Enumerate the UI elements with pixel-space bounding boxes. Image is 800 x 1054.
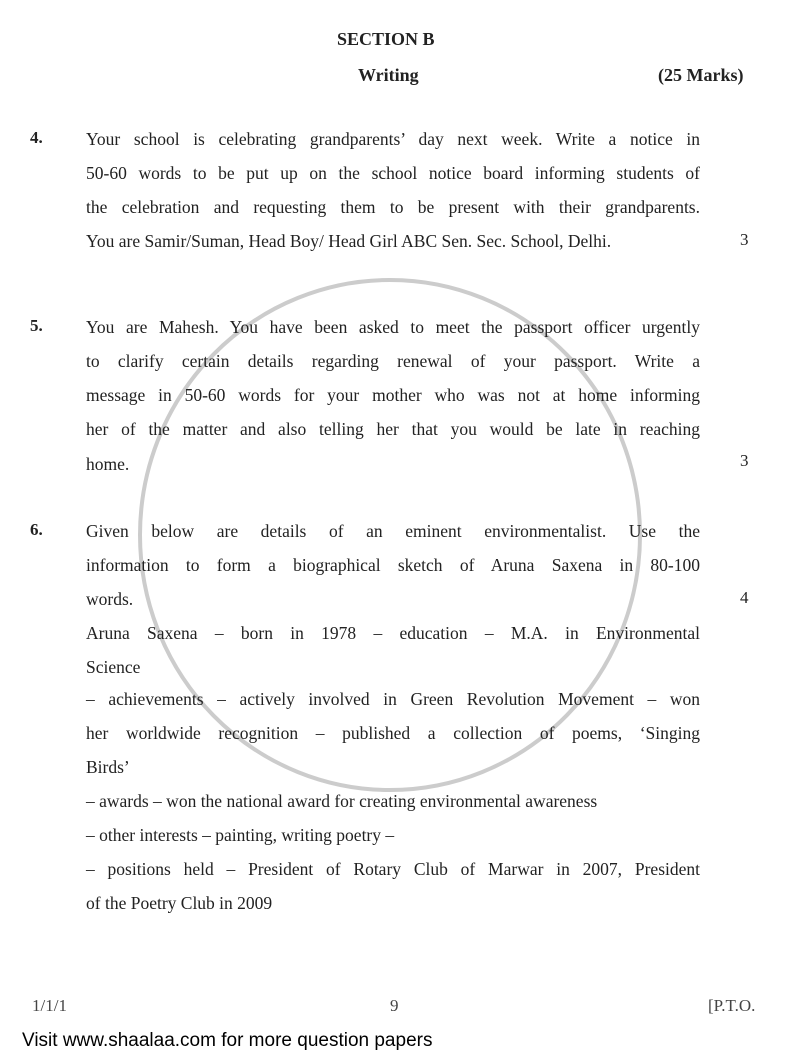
question-number: 6. <box>30 520 43 539</box>
question-number: 5. <box>30 316 43 335</box>
question-number: 4. <box>30 128 43 147</box>
pto-label: [P.T.O. <box>708 996 756 1015</box>
question-text-line: her of the matter and also telling her that you would be late in reaching <box>86 419 700 439</box>
question-text-line: words. <box>86 589 134 609</box>
section-subtitle: Writing <box>358 65 419 85</box>
question-marks: 3 <box>740 451 749 470</box>
question-text-line: – other interests – painting, writing poetry – <box>86 825 395 845</box>
question-text-line: – awards – won the national award for creating environmental awareness <box>86 791 598 811</box>
question-text-line: information to form a biographical sketch of Aruna Saxena in 80-100 <box>86 555 700 575</box>
question-text-line: 50-60 words to be put up on the school notice board informing students of <box>86 163 700 183</box>
question-text-line: Your school is celebrating grandparents’ day next week. Write a notice in <box>86 129 700 149</box>
question-text-line: Given below are details of an eminent environmentalist. Use the <box>86 521 700 541</box>
question-marks: 3 <box>740 230 749 249</box>
page-number: 9 <box>390 996 399 1015</box>
question-text-line: You are Samir/Suman, Head Boy/ Head Girl ABC Sen. Sec. School, Delhi. <box>86 231 612 251</box>
question-text-line: to clarify certain details regarding renewal of your passport. Write a <box>86 351 700 371</box>
question-text-line: – positions held – President of Rotary Club of Marwar in 2007, President <box>86 859 700 879</box>
question-text-line: You are Mahesh. You have been asked to meet the passport officer urgently <box>86 317 700 337</box>
section-marks: (25 Marks) <box>658 65 744 85</box>
question-text-line: Aruna Saxena – born in 1978 – education – M.A. in Environmental <box>86 623 700 643</box>
question-text-line: Science <box>86 657 141 677</box>
question-text-line: home. <box>86 454 130 474</box>
question-marks: 4 <box>740 588 749 607</box>
question-text-line: her worldwide recognition – published a collection of poems, ‘Singing <box>86 723 700 743</box>
question-text-line: of the Poetry Club in 2009 <box>86 893 273 913</box>
question-text-line: message in 50-60 words for your mother who was not at home informing <box>86 385 700 405</box>
question-text-line: Birds’ <box>86 757 130 777</box>
question-text-line: the celebration and requesting them to be present with their grandparents. <box>86 197 700 217</box>
paper-code: 1/1/1 <box>32 996 67 1015</box>
visit-banner: Visit www.shaalaa.com for more question papers <box>22 1030 433 1051</box>
question-text-line: – achievements – actively involved in Green Revolution Movement – won <box>86 689 700 709</box>
section-title: SECTION B <box>337 29 435 49</box>
